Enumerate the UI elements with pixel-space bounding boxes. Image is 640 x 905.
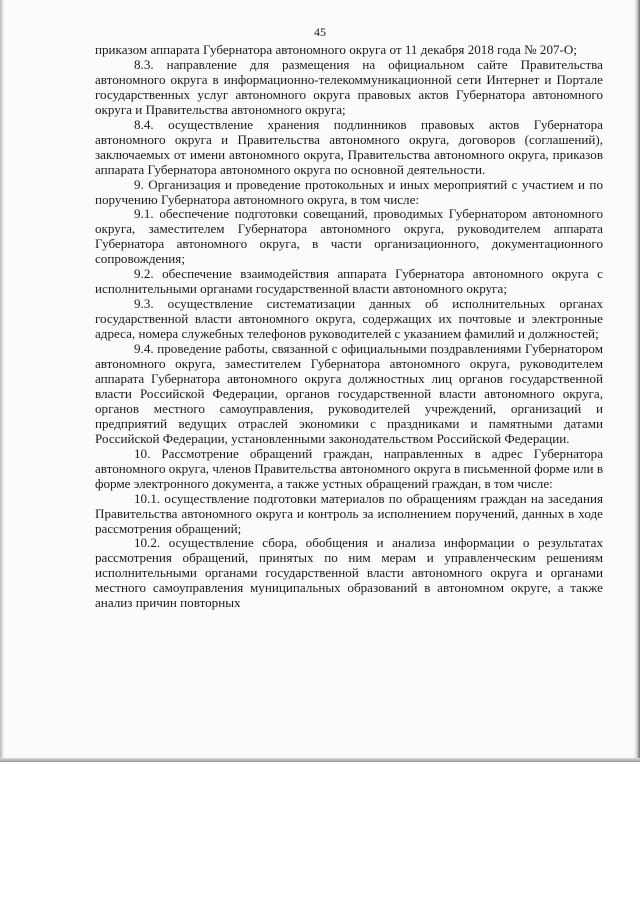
paragraph: приказом аппарата Губернатора автономного округа от 11 декабря 2018 года № 207-О;	[95, 42, 577, 57]
paragraph: 8.3. направление для размещения на официальном сайте Правительства автономного округа в информационно-телекоммуникационной сети Интернет и Портале государственных услуг автономного округа правовых актов Губернатора автономного округа и Правительства автономного округа;	[95, 56, 603, 117]
paragraph: 10.2. осуществление сбора, обобщения и анализа информации о результатах рассмотрения обращений, принятых по ним мерам и управленческим решениям исполнительными органами государственной власти автономного округа и органами местного самоуправления муниципальных образований в автономном округе, а также анализ причин повторных	[95, 535, 603, 611]
paragraph: 9.2. обеспечение взаимодействия аппарата Губернатора автономного округа с исполнительными органами государственной власти автономного округа;	[95, 266, 603, 297]
paragraph: 8.4. осуществление хранения подлинников правовых актов Губернатора автономного округа и Правительства автономного округа, договоров (соглашений), заключаемых от имени автономного округа, Правительства автономного округа, приказов аппарата Губернатора автономного округа по основной деятельности.	[95, 116, 603, 177]
document-body	[95, 43, 603, 611]
page-number: 45	[314, 25, 326, 39]
paragraph: 10. Рассмотрение обращений граждан, направленных в адрес Губернатора автономного округа, членов Правительства автономного округа в письменной форме или в форме электронного документа, а также устных обращений граждан, в том числе:	[95, 445, 603, 491]
paragraph: 10.1. осуществление подготовки материалов по обращениям граждан на заседания Правительства автономного округа и контроль за исполнением поручений, данных в ходе рассмотрения обращений;	[95, 490, 603, 536]
page-right-shadow	[634, 0, 640, 762]
page-left-shadow	[0, 0, 5, 762]
paragraph: 9.3. осуществление систематизации данных об исполнительных органах государственной власти автономного округа, содержащих их почтовые и электронные адреса, номера служебных телефонов руководителей с указанием фамилий и должностей;	[95, 296, 603, 342]
paragraph: 9.4. проведение работы, связанной с официальными поздравлениями Губернатором автономного округа, заместителем Губернатора автономного округа, руководителем аппарата Губернатора автономного округа должностных лиц органов государственной власти Российской Федерации, органов государственной власти автономного округа, органов местного самоуправления, руководителей учреждений, организаций и предприятий ведущих отраслей экономики с праздниками и памятными датами Российской Федерации, установленными законодательством Российской Федерации.	[95, 341, 603, 446]
paragraph: 9. Организация и проведение протокольных и иных мероприятий с участием и по поручению Губернатора автономного округа, в том числе:	[95, 176, 603, 207]
paragraph: 9.1. обеспечение подготовки совещаний, проводимых Губернатором автономного округа, заместителем Губернатора автономного округа, руководителем аппарата Губернатора автономного округа, в части организационного, документационного сопровождения;	[95, 206, 603, 267]
page-bottom-edge	[0, 758, 640, 762]
